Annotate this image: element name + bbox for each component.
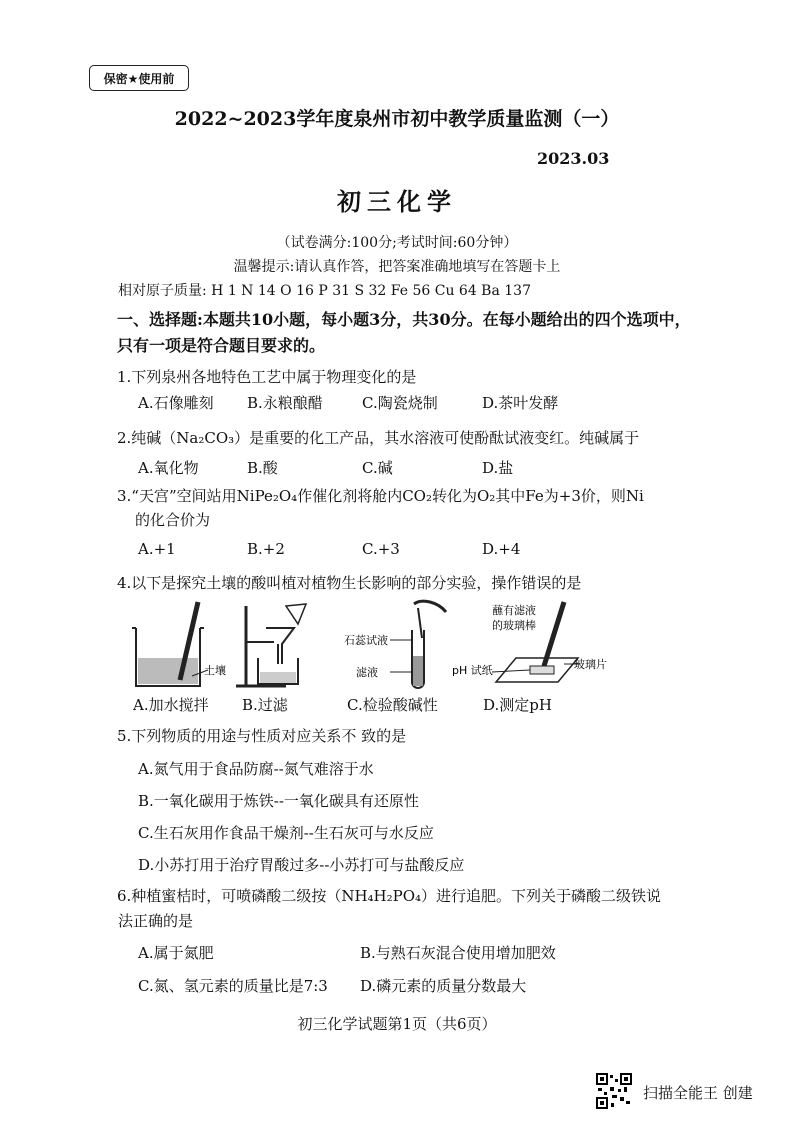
figure-c-test-tube	[342, 598, 460, 690]
confidential-badge: 保密★使用前	[89, 65, 189, 91]
qr-code-icon	[596, 1073, 632, 1109]
section-heading	[117, 307, 697, 359]
reminder: 温馨提示:请认真作答，把答案准确地填写在答题卡上	[233, 259, 561, 275]
question-6-option-d: D.磷元素的质量分数最大	[360, 977, 527, 995]
question-1-option-c: C.陶瓷烧制	[362, 394, 438, 412]
question-3-stem-line1: 3.“天宫”空间站用NiPe₂O₄作催化剂将舱内CO₂转化为O₂其中Fe为+3价，则Ni	[117, 487, 644, 505]
question-4-option-d: D.测定pH	[483, 696, 552, 714]
glass-rod	[544, 602, 564, 666]
exam-title: 2022~2023学年度泉州市初中教学质量监测（一）	[174, 108, 620, 130]
question-1-option-b: B.永粮酿醋	[247, 394, 323, 412]
question-6-option-a: A.属于氮肥	[138, 944, 214, 962]
question-4-option-a: A.加水搅拌	[133, 696, 209, 714]
litmus-label: 石蕊试液	[344, 634, 388, 647]
question-3-option-b: B.+2	[247, 540, 285, 558]
figure-a-beaker	[128, 598, 228, 690]
page-footer: 初三化学试题第1页（共6页）	[297, 1015, 497, 1033]
section-heading-line2: 只有一项是符合题目要求的。	[117, 336, 326, 355]
question-1-option-a: A.石像雕刻	[138, 394, 214, 412]
ph-paper-label: pH 试纸	[452, 664, 493, 677]
rod-label-2: 的玻璃棒	[492, 619, 536, 632]
question-2-option-c: C.碱	[362, 459, 393, 477]
filtrate-label: 滤液	[356, 666, 378, 679]
question-3-stem-line2: 的化合价为	[135, 511, 211, 529]
scanner-watermark: 扫描全能王 创建	[643, 1084, 753, 1102]
question-5-stem: 5.下列物质的用途与性质对应关系不 致的是	[117, 727, 407, 745]
section-heading-line1: 一、选择题:本题共10小题，每小题3分，共30分。在每小题给出的四个选项中，	[117, 310, 691, 329]
question-1-option-d: D.茶叶发酵	[482, 394, 559, 412]
figure-d-ph-test	[452, 598, 612, 690]
figure-b-filtration	[236, 602, 316, 690]
question-2-option-d: D.盐	[482, 459, 514, 477]
soil-layer	[138, 658, 198, 684]
question-5-option-a: A.氮气用于食品防腐--氮气难溶于水	[138, 760, 374, 778]
question-3-option-d: D.+4	[482, 540, 521, 558]
exam-date: 2023.03	[537, 149, 610, 168]
question-6-option-c: C.氮、氢元素的质量比是7:3	[138, 977, 328, 995]
soil-label: 土壤	[204, 664, 226, 677]
exam-info: （试卷满分:100分;考试时间:60分钟）	[276, 235, 518, 251]
question-5-option-d: D.小苏打用于治疗胃酸过多--小苏打可与盐酸反应	[138, 856, 465, 874]
question-5-option-b: B.一氧化碳用于炼铁--一氧化碳具有还原性	[138, 792, 419, 810]
subject-title: 初三化学	[337, 187, 457, 216]
question-2-option-b: B.酸	[247, 459, 278, 477]
question-5-option-c: C.生石灰用作食品干燥剂--生石灰可与水反应	[138, 824, 434, 842]
rod-label-1: 蘸有滤液	[492, 604, 536, 617]
question-2-option-a: A.氧化物	[138, 459, 199, 477]
question-6-option-b: B.与熟石灰混合使用增加肥效	[360, 944, 556, 962]
question-3-option-a: A.+1	[138, 540, 176, 558]
question-6-stem-line2: 法正确的是	[118, 912, 194, 930]
question-2-stem: 2.纯碱（Na₂CO₃）是重要的化工产品，其水溶液可使酚酞试液变红。纯碱属于	[117, 429, 640, 447]
question-4-stem: 4.以下是探究土壤的酸叫植对植物生长影响的部分实验，操作错误的是	[117, 574, 582, 592]
glass-slide-label: 玻璃片	[574, 658, 607, 671]
question-6-stem-line1: 6.种植蜜桔时，可喷磷酸二级按（NH₄H₂PO₄）进行追肥。下列关于磷酸二级铁说	[117, 887, 662, 905]
atomic-mass-line: 相对原子质量: H 1 N 14 O 16 P 31 S 32 Fe 56 Cu 64 Ba 137	[118, 283, 531, 299]
question-4-option-c: C.检验酸碱性	[347, 696, 438, 714]
question-3-option-c: C.+3	[362, 540, 400, 558]
question-4-option-b: B.过滤	[242, 696, 288, 714]
question-1-stem: 1.下列泉州各地特色工艺中属于物理变化的是	[117, 368, 417, 386]
